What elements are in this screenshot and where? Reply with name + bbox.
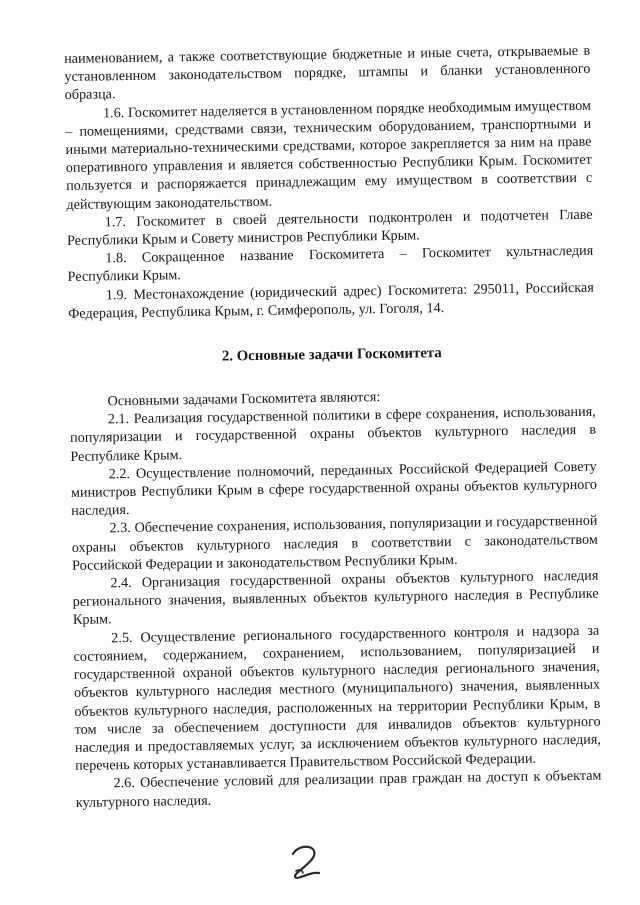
- clause-2-1: 2.1. Реализация государственной политики в сфере сохранения, использования, популяризации и государственной охраны объектов культурного наследия в Республике Крым.: [69, 403, 597, 465]
- clause-2-6: 2.6. Обеспечение условий для реализации прав граждан на доступ к объектам культурного наследия.: [75, 767, 602, 811]
- handwritten-page-number-mark: [283, 842, 329, 882]
- clause-2-4: 2.4. Организация государственной охраны объектов культурного наследия регионального значения, выявленных объектов культурного наследия в Республике Крым.: [72, 567, 599, 629]
- clause-2-2: 2.2. Осуществление полномочий, переданных Российской Федерацией Совету министров Республики Крым в сфере государственной охраны объектов культурного наследия.: [70, 458, 598, 520]
- clause-1-6: 1.6. Госкомитет наделяется в установленном порядке необходимым имуществом – помещениями, средствами связи, техническим оборудованием, транспортными и иными материально-техническими средствами, которое закрепляется за ним на праве оперативного управления и является собственностью Республики Крым. Госкомитет пользуется и распоряжается принадлежащим ему имуществом в соответствии с действующим законодательством.: [65, 97, 593, 213]
- document-body: [64, 42, 602, 812]
- handwritten-page-number: [283, 842, 329, 882]
- clause-1-8: 1.8. Сокращенное название Госкомитета – Госкомитет культнаследия Республики Крым.: [67, 242, 594, 286]
- section-2-intro: Основными задачами Госкомитета являются:: [107, 389, 381, 410]
- clause-1-9: 1.9. Местонахождение (юридический адрес) Госкомитета: 295011, Российская Федерация, Республика Крым, г. Симферополь, ул. Гоголя, 14.: [68, 279, 594, 322]
- clause-2-3: 2.3. Обеспечение сохранения, использования, популяризации и государственной охраны объектов культурного наследия в соответствии с законодательством Российской Федерации и законодательством Республики Крым.: [71, 513, 598, 574]
- continuation-paragraph: наименованием, а также соответствующие бюджетные и иные счета, открываемые в установленном законодательством порядке, штампы и бланки установленного образца.: [64, 42, 591, 104]
- clause-1-7: 1.7. Госкомитет в своей деятельности подконтролен и подотчетен Главе Республики Крым и Совету министров Республики Крым.: [66, 206, 593, 250]
- clause-2-5: 2.5. Осуществление регионального государственного контроля и надзора за состоянием, содержанием, сохранением, использованием, популяризацией и государственной охраной объектов культурного наследия регионального значения, объектов культурного наследия местного (муниципального) значения, выявленных объектов культурного наследия, расположенных на территории Республики Крым, в том числе за обеспечением доступности для инвалидов объектов культурного наследия и предоставляемых услуг, за исключением объектов культурного наследия, перечень которых устанавливается Правительством Российской Федерации.: [73, 622, 602, 775]
- section-2-title: 2. Основные задачи Госкомитета: [221, 345, 442, 365]
